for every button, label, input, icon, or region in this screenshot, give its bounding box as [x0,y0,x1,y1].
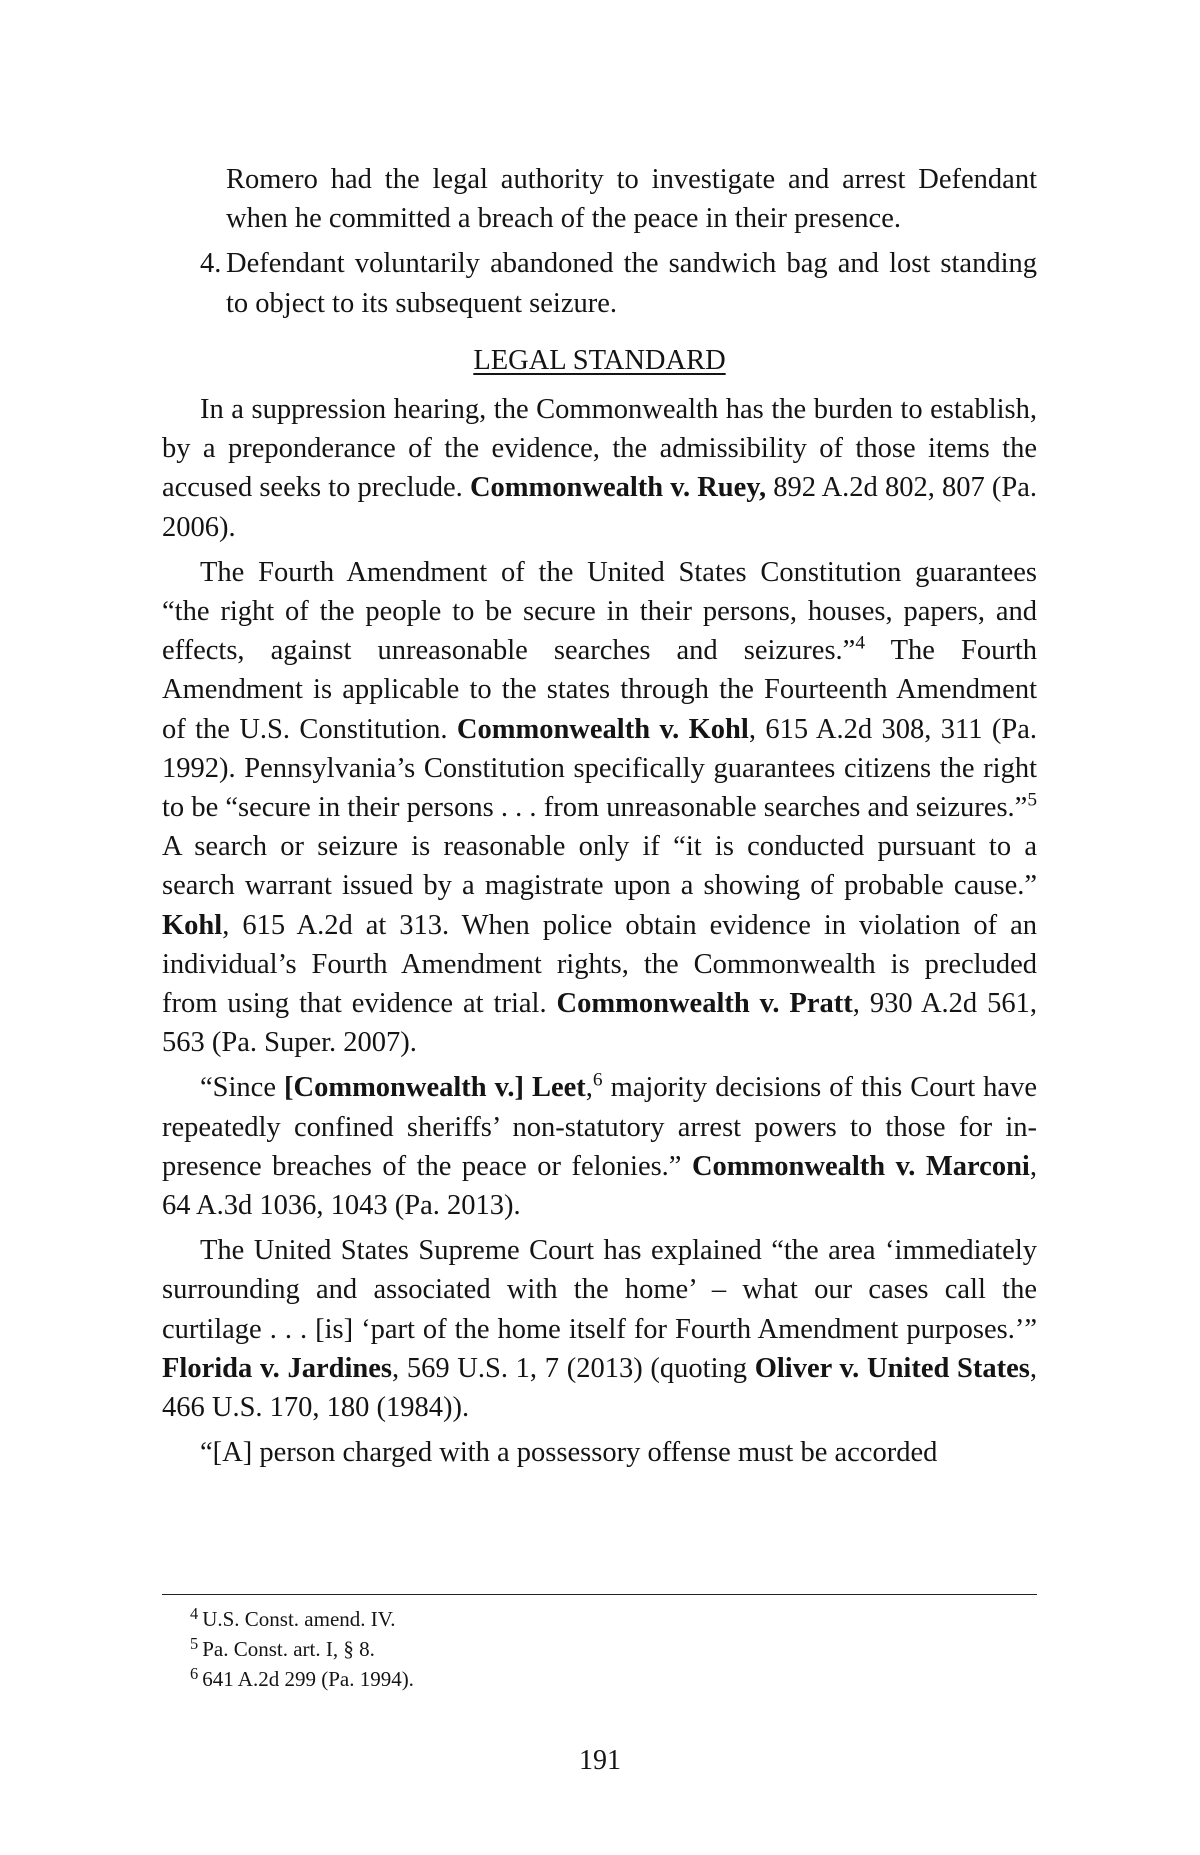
footnote-ref-6: 6 [592,1069,603,1091]
case-citation: Florida v. Jardines [162,1352,392,1384]
paragraph-text: The Fourth Amendment of the United States Constitution guarantees “the right of the people to be secure in their persons, houses, papers, and effects, against unreasonable searches and seizures.” [162,556,1037,667]
footnote-6 [190,1664,414,1694]
paragraph-text: The United States Supreme Court has explained “the area ‘immediately surrounding and associated with the home’ – what our cases call the curtilage . . . [is] ‘part of the home itself for Fourth Amendment purposes.’” [162,1235,1037,1345]
list-item-continuation-text: Romero had the legal authority to investigate and arrest Defendant when he committed a breach of the peace in their presence. [226,164,1037,235]
case-citation: Commonwealth v. Pratt [556,988,853,1020]
footnote-number: 6 [190,1663,199,1683]
body-text [162,160,1037,1479]
paragraph-text: , 569 U.S. 1, 7 (2013) (quoting [391,1352,755,1384]
paragraph-text: A search or seizure is reasonable only if “it is conducted pursuant to a search warrant issued by a magistrate upon a showing of probable cause.” [162,831,1037,902]
paragraph-text: “[A] person charged with a possessory offense must be accorded [200,1437,938,1469]
list-item-continuation [162,160,1037,238]
paragraph-text: , 64 A.3d 1036, 1043 (Pa. 2013). [162,1150,1037,1222]
case-citation: Kohl [162,909,223,941]
footnote-number: 5 [190,1633,199,1653]
paragraph-burden [162,390,1037,547]
paragraph-fourth-amendment [162,553,1037,1063]
paragraph-sheriffs [162,1068,1037,1225]
paragraph-text: majority decisions of this Court have repeatedly confined sheriffs’ non-statutory arrest powers to those for in-presence breaches of the peace or felonies.” [162,1072,1037,1182]
footnote-ref-4: 4 [855,632,865,654]
paragraph-text: The Fourth Amendment is applicable to the states through the Fourteenth Amendment of the U.S. Constitution. [162,635,1037,745]
footnote-divider [162,1594,1037,1595]
paragraph-text: , 466 U.S. 170, 180 (1984)). [162,1352,1037,1424]
list-item-number: 4. [200,248,222,280]
footnote-ref-5: 5 [1027,789,1037,811]
page-number: 191 [579,1745,621,1776]
case-citation: [Commonwealth v.] Leet [284,1072,586,1104]
paragraph-text: In a suppression hearing, the Commonwealth has the burden to establish, by a preponderance of the evidence, the admissibility of those items the accused seeks to preclude. [162,394,1037,504]
section-heading-text: LEGAL STANDARD [473,344,726,376]
paragraph-text: , 615 A.2d at 313. When police obtain evidence in violation of an individual’s Fourth Amendment rights, the Commonwealth is precluded from using that evidence at trial. [162,909,1037,1020]
footnote-4 [190,1604,414,1634]
footnote-text: Pa. Const. art. I, § 8. [202,1637,375,1661]
case-citation: Commonwealth v. Marconi [691,1150,1030,1182]
footnotes [190,1604,414,1694]
list-item-4 [162,244,1037,322]
case-citation: Oliver v. United States [754,1352,1030,1384]
footnote-5 [190,1634,414,1664]
paragraph-text: , [585,1072,593,1104]
footnote-number: 4 [190,1603,199,1623]
paragraph-text: , 930 A.2d 561, 563 (Pa. Super. 2007). [162,988,1038,1059]
list-item-text: Defendant voluntarily abandoned the sandwich bag and lost standing to object to its subsequent seizure. [226,248,1037,319]
paragraph-text: 892 A.2d 802, 807 (Pa. 2006). [162,472,1038,543]
paragraph-text: , 615 A.2d 308, 311 (Pa. 1992). Pennsylvania’s Constitution specifically guarantees citizens the right to be “secure in their persons . . . from unreasonable searches and seizures.” [162,713,1037,824]
case-citation: Commonwealth v. Kohl [456,713,749,745]
case-citation: Commonwealth v. Ruey, [469,472,767,504]
section-heading [162,341,1037,380]
footnote-text: U.S. Const. amend. IV. [202,1607,396,1631]
paragraph-curtilage [162,1231,1037,1427]
paragraph-possessory [162,1433,1037,1472]
footnote-text: 641 A.2d 299 (Pa. 1994). [202,1667,414,1691]
paragraph-text: “Since [200,1072,284,1104]
